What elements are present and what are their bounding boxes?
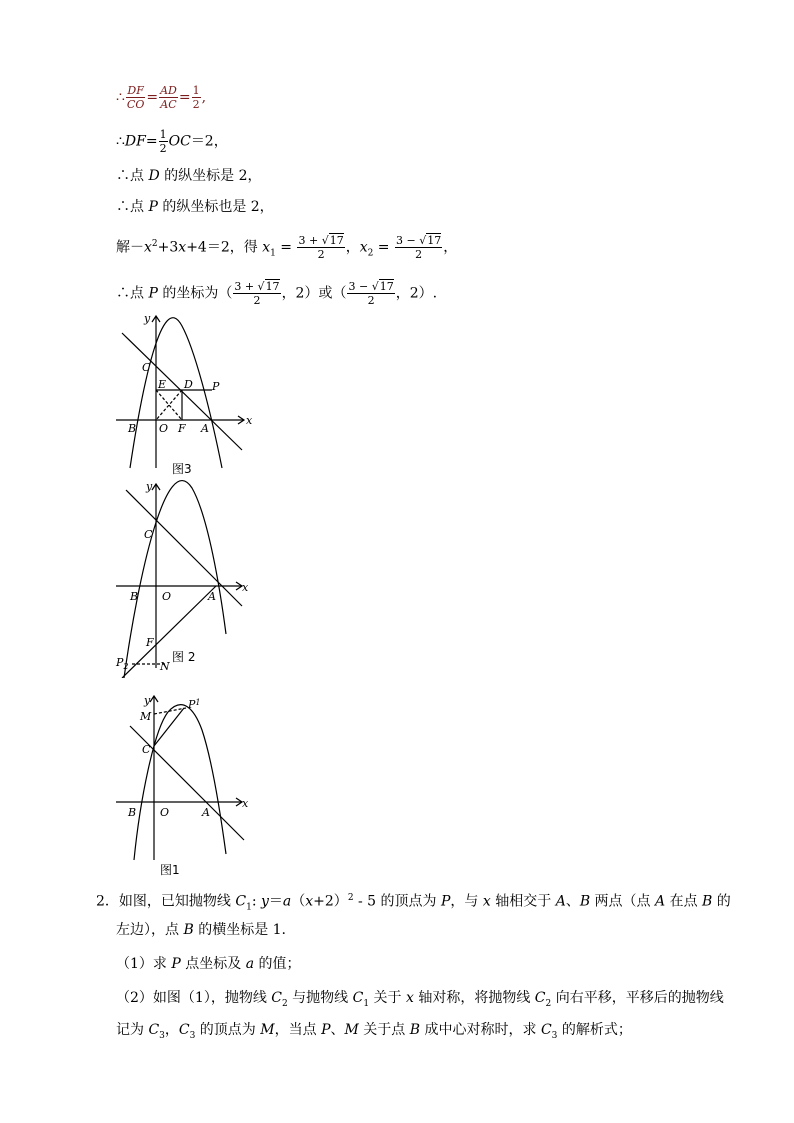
solution-line-5: 解$-x^2+3x+4=2$，得 $x_1$ = $\frac{3 + √17}{2}$ ，$x_2$ = $\frac{3 - √17}{2}$ ， [116,234,458,262]
svg-text:A: A [202,806,210,819]
figure-2-caption: 图 2 [172,650,196,664]
problem-2-line-2: 左边），点 B 的横坐标是 1. [116,922,287,938]
solution-line-1: ∴ $\frac{DF}{CO}$ = $\frac{AD}{AC}$ = $\frac{1}{2}$ , [116,84,207,111]
problem-2-question-2-cont: 记为 $C_3$，$C_3$ 的顶点为 M，当点 P、M 关于点 B 成中心对称时，求 $C_3$ 的解析式； [116,1022,632,1041]
svg-text:F: F [178,422,186,435]
svg-text:y: y [144,312,151,325]
svg-text:O: O [160,806,170,819]
svg-text:y: y [144,694,151,707]
fraction-ad-ac: $\frac{AD}{AC}$ [160,84,177,111]
svg-text:C: C [142,361,151,374]
svg-text:x: x [242,581,249,594]
svg-text:D: D [184,378,193,391]
figure-1 [112,690,252,880]
fraction-df-co: $\frac{DF}{CO}$ [126,84,145,111]
problem-2-line-1: 2．如图，已知抛物线 $C_1$: $y=a(x+2)^2 - 5$ 的顶点为 P，与 x 轴相交于 A、B 两点（点 A 在点 B 的 [96,893,731,913]
figure-3 [112,308,252,478]
parabola [130,318,222,468]
fraction-one-half: $\frac{1}{2}$ [192,84,200,111]
figure-3-caption: 图3 [172,462,192,476]
svg-text:C: C [142,743,151,756]
svg-text:P: P [212,380,220,393]
svg-text:M: M [140,710,152,723]
problem-2-question-1: （1）求 P 点坐标及 a 的值； [116,956,301,972]
svg-text:x: x [242,797,249,810]
figure-1-caption: 图1 [160,863,180,877]
solution-line-4: ∴点 P 的纵坐标也是 2， [116,199,274,215]
svg-text:B: B [128,806,137,819]
svg-text:B: B [128,422,137,435]
solution-line-6: ∴点 P 的坐标为（ $\frac{3 + √17}{2}$ ，2）或（ $\frac{3 - √17}{2}$ ，2）. [116,280,438,307]
solution-line-3: ∴点 D 的纵坐标是 2， [116,168,262,184]
solution-line-2: ∴DF= $\frac{1}{2}$ OC＝2， [116,128,228,155]
svg-text:B: B [130,590,139,603]
svg-text:E: E [158,378,167,391]
svg-text:A: A [208,590,216,603]
svg-text:O: O [159,422,169,435]
svg-text:O: O [162,590,172,603]
svg-text:C: C [144,528,153,541]
svg-text:x: x [246,414,252,427]
svg-text:N: N [160,660,170,673]
svg-text:F: F [146,636,154,649]
svg-text:P2: $P_2$ [116,656,129,671]
therefore-symbol: ∴ [116,89,125,106]
svg-text:y: y [146,480,153,493]
svg-text:P1: $P^1$ [188,698,201,711]
problem-2-question-2: （2）如图（1），抛物线 $C_2$ 与抛物线 $C_1$ 关于 x 轴对称，将抛物线 $C_2$ 向右平移，平移后的抛物线 [116,990,724,1009]
svg-text:A: A [201,422,209,435]
figure-2 [112,478,252,678]
